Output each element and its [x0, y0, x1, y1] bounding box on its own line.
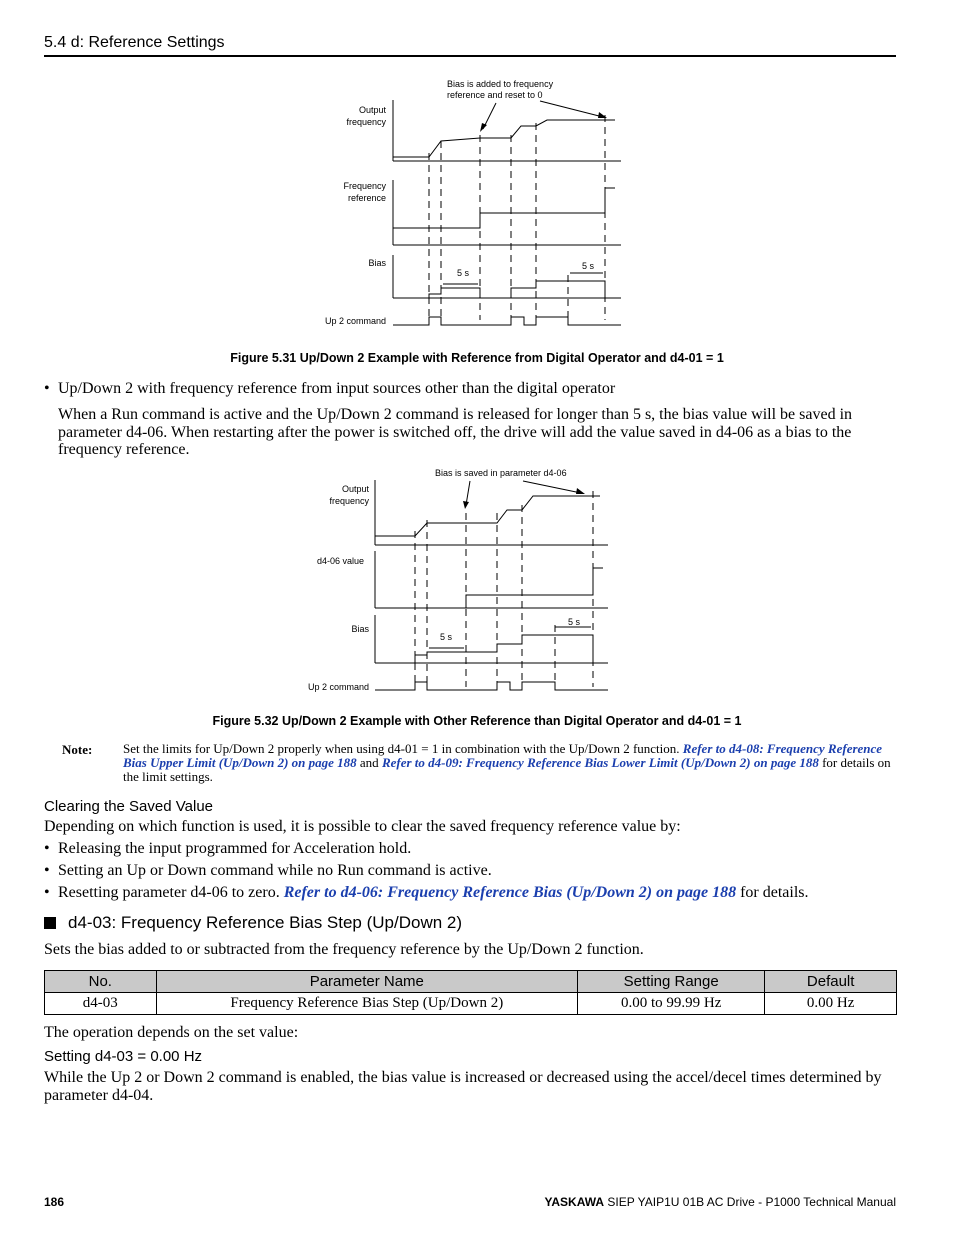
fig1-time-right: 5 s [582, 261, 595, 271]
footer-manual-title [544, 1195, 896, 1209]
fig2-time-left: 5 s [440, 632, 453, 642]
param-heading [44, 913, 462, 933]
fig2-arrowhead-left [463, 501, 469, 509]
fig2-arrowhead-right [576, 488, 585, 494]
footer-manual-name: SIEP YAIP1U 01B AC Drive - P1000 Technical Manual [607, 1195, 896, 1209]
header-rule [44, 55, 896, 57]
fig1-bias-trace [393, 281, 605, 298]
fig1-bias-label: Bias [368, 258, 386, 268]
paragraph-bias-saved: When a Run command is active and the Up/Down 2 command is released for longer than 5 s, the bias value will be saved in parameter d4-06. When restarting after the power is switched off, the drive will add the value saved in d4-06 as a bias to the frequency reference. [58, 406, 853, 458]
fig1-output-frequency-trace [393, 120, 615, 157]
clearing-bullet-1: • Releasing the input programmed for Acceleration hold. [44, 840, 412, 857]
figure-5-32-caption: Figure 5.32 Up/Down 2 Example with Other Reference than Digital Operator and d4-01 = 1 [212, 714, 742, 728]
setting-text: While the Up 2 or Down 2 command is enabled, the bias value is increased or decreased using the accel/decel times determined by parameter d4-04. [44, 1069, 882, 1104]
cell-parameter-name: Frequency Reference Bias Step (Up/Down 2) [156, 993, 577, 1015]
note-text-3: for details on the limit settings. [123, 755, 891, 785]
fig2-up2-label: Up 2 command [307, 682, 369, 692]
clearing-intro: Depending on which function is used, it is possible to clear the saved frequency reference value by: [44, 818, 681, 835]
clearing-heading: Clearing the Saved Value [44, 798, 213, 815]
table-row [45, 993, 897, 1015]
fig1-freqref-trace [393, 188, 615, 228]
fig1-arrowhead-right [598, 112, 607, 118]
fig1-arrowhead-left [480, 123, 487, 132]
note-text-1: Set the limits for Up/Down 2 properly when using d4-01 = 1 in combination with the Up/Down 2 function. [123, 741, 680, 756]
link-d4-09[interactable]: Refer to d4-09: Frequency Reference Bias Lower Limit (Up/Down 2) on page 188 [381, 755, 819, 771]
fig2-d406-label: d4-06 value [316, 556, 364, 566]
link-d4-08[interactable]: Refer to d4-08: Frequency Reference Bias Upper Limit (Up/Down 2) on page 188 [123, 741, 883, 771]
bullet-other-sources-text: Up/Down 2 with frequency reference from input sources other than the digital operator [58, 380, 616, 397]
fig1-up2-label: Up 2 command [324, 316, 386, 326]
param-heading-text: d4-03: Frequency Reference Bias Step (Up/Down 2) [68, 913, 463, 932]
param-description: Sets the bias added to or subtracted from the frequency reference by the Up/Down 2 function. [44, 941, 644, 958]
clearing-bullet-1-text: Releasing the input programmed for Acceleration hold. [58, 840, 412, 857]
fig1-freqref-label-2: reference [347, 193, 386, 203]
note-text [123, 742, 898, 785]
figure-5-31-caption: Figure 5.31 Up/Down 2 Example with Reference from Digital Operator and d4-01 = 1 [230, 351, 724, 365]
table-header-row [45, 971, 897, 993]
clearing-bullet-3: • Resetting parameter d4-06 to zero. Refer to d4-06: Frequency Reference Bias (Up/Down 2) on page 188 for details. [44, 884, 809, 901]
clearing-bullet-2-text: Setting an Up or Down command while no Run command is active. [58, 862, 492, 879]
fig1-freqref-label-1: Frequency [343, 181, 386, 191]
cell-default: 0.00 Hz [765, 993, 897, 1015]
fig2-output-label-1: Output [341, 484, 369, 494]
fig2-annotation-arrow-left [466, 481, 470, 505]
fig2-output-frequency-trace [375, 496, 600, 536]
fig2-timing-markers [415, 491, 593, 687]
footer-brand: YASKAWA [544, 1195, 605, 1209]
col-header-parameter-name: Parameter Name [156, 971, 577, 993]
fig2-annotation-arrow-right [523, 481, 581, 493]
fig2-bias-trace [375, 635, 593, 663]
fig1-timing-markers [429, 115, 605, 320]
cell-no: d4-03 [45, 993, 157, 1015]
cell-setting-range: 0.00 to 99.99 Hz [578, 993, 765, 1015]
setting-heading: Setting d4-03 = 0.00 Hz [44, 1048, 203, 1065]
fig1-annotation-line2: reference and reset to 0 [447, 90, 543, 100]
fig2-output-label-2: frequency [329, 496, 369, 506]
fig1-up2-command-trace [393, 317, 621, 325]
fig2-d406-trace [375, 568, 603, 608]
clearing-bullet-3-text: Resetting parameter d4-06 to zero. [58, 884, 280, 901]
fig1-output-label-1: Output [358, 105, 386, 115]
fig1-output-label-2: frequency [346, 117, 386, 127]
fig2-time-right: 5 s [568, 617, 581, 627]
page-number: 186 [44, 1195, 65, 1209]
fig1-annotation-arrow-right [540, 101, 603, 117]
figure-5-31-timing-diagram [300, 75, 640, 335]
clearing-bullet-3-tail: for details. [740, 884, 809, 901]
fig1-time-left: 5 s [457, 268, 470, 278]
operation-text: The operation depends on the set value: [44, 1024, 299, 1041]
note-label: Note: [62, 742, 93, 757]
fig2-annotation: Bias is saved in parameter d4-06 [435, 468, 567, 478]
col-header-setting-range: Setting Range [578, 971, 765, 993]
section-title: 5.4 d: Reference Settings [44, 34, 225, 51]
fig2-up2-command-trace [375, 682, 608, 690]
col-header-no: No. [45, 971, 157, 993]
fig2-bias-label: Bias [351, 624, 369, 634]
clearing-bullet-2: • Setting an Up or Down command while no Run command is active. [44, 862, 492, 879]
square-bullet-icon [44, 917, 56, 929]
link-d4-06[interactable]: Refer to d4-06: Frequency Reference Bias (Up/Down 2) on page 188 [283, 884, 737, 901]
figure-5-32-timing-diagram [290, 465, 630, 700]
fig1-annotation-line1: Bias is added to frequency [447, 79, 554, 89]
col-header-default: Default [765, 971, 897, 993]
parameter-table [44, 970, 897, 1015]
note-text-2: and [359, 755, 379, 771]
bullet-other-sources: • Up/Down 2 with frequency reference from input sources other than the digital operator [44, 380, 616, 397]
